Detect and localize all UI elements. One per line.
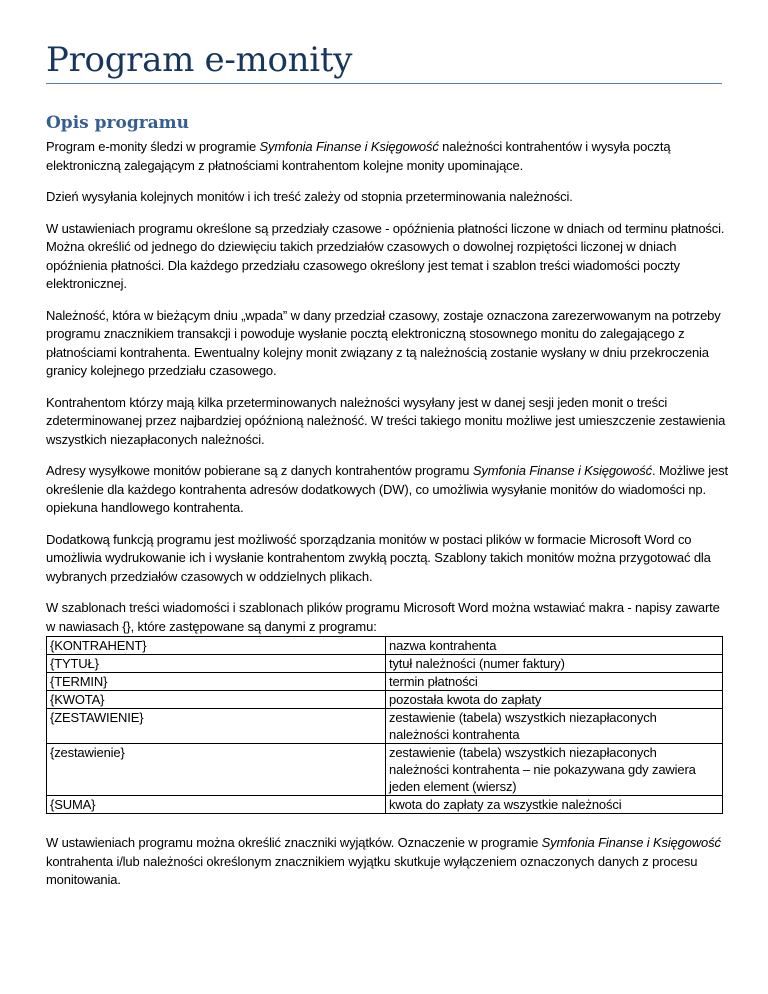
- macro-description-cell: zestawienie (tabela) wszystkich niezapłaconych należności kontrahenta – nie pokazywana gdy zawiera jeden element (wiersz): [386, 744, 723, 796]
- program-name-italic: Symfonia Finanse i Księgowość: [541, 835, 721, 850]
- paragraph-macros-intro: W szablonach treści wiadomości i szablonach plików programu Microsoft Word można wstawiać makra - napisy zawarte w nawiasach {}, które zastępowane są danymi z programu:: [46, 600, 720, 634]
- table-row: [47, 796, 723, 814]
- macro-description-cell: tytuł należności (numer faktury): [386, 655, 723, 673]
- paragraph-dispatch-day: Dzień wysyłania kolejnych monitów i ich treść zależy od stopnia przeterminowania należności.: [46, 189, 573, 204]
- macro-description-cell: termin płatności: [386, 673, 723, 691]
- paragraph-exceptions: [46, 834, 728, 890]
- text-run: kontrahenta i/lub należności określonym znacznikiem wyjątku skutkuje wyłączeniem oznaczonych danych z procesu monitowania.: [46, 853, 698, 887]
- macro-description-cell: nazwa kontrahenta: [386, 637, 723, 655]
- paragraph-receivable-marker: Należność, która w bieżącym dniu „wpada” w dany przedział czasowy, zostaje oznaczona zarezerwowanym na potrzeby programu znacznikiem transakcji i powoduje wysłanie pocztą elektroniczną stosownego monitu do zalegającego z płatnościami kontrahenta. Ewentualny kolejny monit związany z tą należnością zostanie wysłany w dniu przekroczenia granicy kolejnego przedziału czasowego.: [46, 307, 721, 378]
- table-row: [47, 709, 723, 744]
- macro-description-cell: pozostała kwota do zapłaty: [386, 691, 723, 709]
- paragraph-word-files: Dodatkową funkcją programu jest możliwość sporządzania monitów w postaci plików w formacie Microsoft Word co umożliwia wydrukowanie ich i wysłanie kontrahentom zwykłą pocztą. Szablony takich monitów można przygotować dla wybranych przedziałów czasowych w oddzielnych plikach.: [46, 531, 711, 584]
- text-run: Program e-monity śledzi w programie: [46, 139, 260, 154]
- macro-description-cell: kwota do zapłaty za wszystkie należności: [386, 796, 723, 814]
- paragraph-intro: [46, 138, 728, 175]
- macro-key-cell: {TERMIN}: [47, 673, 386, 691]
- macro-key-cell: {SUMA}: [47, 796, 386, 814]
- document-body: [46, 112, 728, 903]
- macro-key-cell: {KWOTA}: [47, 691, 386, 709]
- macro-key-cell: {TYTUŁ}: [47, 655, 386, 673]
- paragraph-multiple-receivables: Kontrahentom którzy mają kilka przeterminowanych należności wysyłany jest w danej sesji jeden monit o treści zdeterminowanej przez najbardziej opóźnioną należność. W treści takiego monitu możliwe jest umieszczenie zestawienia wszystkich niezapłaconych należności.: [46, 394, 726, 447]
- page-title: Program e-monity: [46, 40, 353, 80]
- text-run: W ustawieniach programu można określić znaczniki wyjątków. Oznaczenie w programie: [46, 835, 542, 850]
- text-run: Adresy wysyłkowe monitów pobierane są z danych kontrahentów programu: [46, 463, 473, 478]
- table-row: [47, 655, 723, 673]
- macro-key-cell: {ZESTAWIENIE}: [47, 709, 386, 744]
- table-row: [47, 673, 723, 691]
- text-run: należności kontrahentów i wysyła pocztą elektroniczną zalegającym z płatnościami kontrahentom kolejne monity upominające.: [46, 139, 671, 173]
- title-underline: [46, 83, 722, 84]
- program-name-italic: Symfonia Finanse i Księgowość: [259, 139, 439, 154]
- paragraph-addresses: [46, 462, 728, 518]
- macros-table: [46, 636, 723, 814]
- text-run: . Możliwe jest określenie dla każdego kontrahenta adresów dodatkowych (DW), co umożliwia wysyłanie monitów do wiadomości np. opiekuna handlowego kontrahenta.: [46, 463, 728, 515]
- section-heading: Opis programu: [46, 113, 190, 133]
- table-row: [47, 744, 723, 796]
- macro-key-cell: {zestawienie}: [47, 744, 386, 796]
- paragraph-time-ranges: W ustawieniach programu określone są przedziały czasowe - opóźnienia płatności liczone w dniach od terminu płatności. Można określić od jednego do dziewięciu takich przedziałów czasowych o dowolnej rozpiętości liczonej w dniach opóźnienia płatności. Dla każdego przedziału czasowego określony jest temat i szablon treści wiadomości poczty elektronicznej.: [46, 220, 725, 291]
- table-row: [47, 691, 723, 709]
- program-name-italic: Symfonia Finanse i Księgowość: [472, 463, 653, 478]
- macro-description-cell: zestawienie (tabela) wszystkich niezapłaconych należności kontrahenta: [386, 709, 723, 744]
- table-row: [47, 637, 723, 655]
- macro-key-cell: {KONTRAHENT}: [47, 637, 386, 655]
